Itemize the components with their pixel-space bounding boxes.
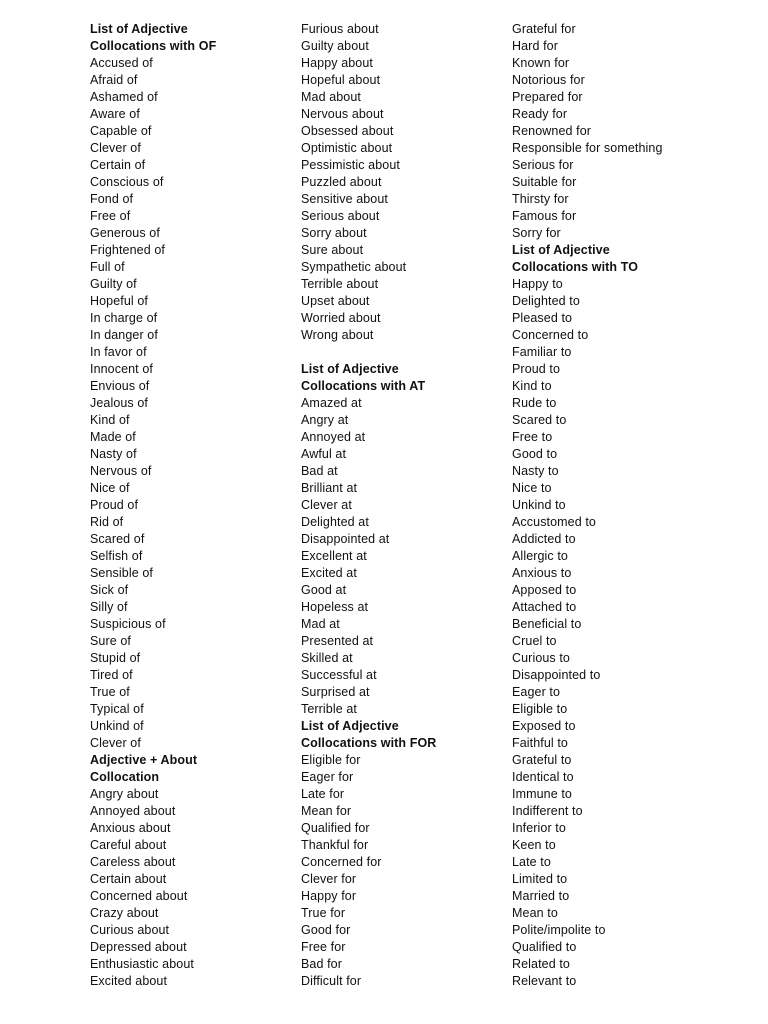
- collocation-item: Brilliant at: [301, 481, 358, 495]
- collocation-item: Worried about: [301, 311, 381, 325]
- collocation-item: Relevant to: [512, 974, 577, 988]
- collocation-item: Sure about: [301, 243, 364, 257]
- collocation-item: Stupid of: [90, 651, 141, 665]
- column-1: [90, 21, 290, 990]
- collocation-item: Afraid of: [90, 73, 138, 87]
- collocation-item: Angry at: [301, 413, 349, 427]
- collocation-item: Related to: [512, 957, 570, 971]
- collocation-item: Upset about: [301, 294, 370, 308]
- collocation-item: Accused of: [90, 56, 153, 70]
- collocation-item: Free for: [301, 940, 346, 954]
- collocation-item: Hopeless at: [301, 600, 369, 614]
- collocation-item: Anxious about: [90, 821, 171, 835]
- section-heading-line: Collocations with OF: [90, 39, 217, 53]
- collocation-item: Limited to: [512, 872, 568, 886]
- collocation-item: Attached to: [512, 600, 577, 614]
- collocation-item: Eager to: [512, 685, 561, 699]
- collocation-item: Eager for: [301, 770, 354, 784]
- collocation-item: Delighted to: [512, 294, 580, 308]
- collocation-item: Excellent at: [301, 549, 367, 563]
- collocation-item: Allergic to: [512, 549, 568, 563]
- collocation-item: Cruel to: [512, 634, 557, 648]
- collocation-item: Mean for: [301, 804, 352, 818]
- collocation-item: Nice to: [512, 481, 552, 495]
- collocation-item: Grateful for: [512, 22, 576, 36]
- collocation-item: Bad for: [301, 957, 343, 971]
- collocation-item: Unkind to: [512, 498, 566, 512]
- collocation-item: Nice of: [90, 481, 130, 495]
- collocation-item: Married to: [512, 889, 570, 903]
- collocation-item: Jealous of: [90, 396, 148, 410]
- collocation-item: Kind to: [512, 379, 552, 393]
- collocation-item: Clever for: [301, 872, 357, 886]
- collocation-item: In charge of: [90, 311, 158, 325]
- collocation-item: Silly of: [90, 600, 128, 614]
- collocation-item: Identical to: [512, 770, 574, 784]
- collocation-item: Exposed to: [512, 719, 576, 733]
- collocation-item: Accustomed to: [512, 515, 596, 529]
- blank-line: [301, 344, 501, 361]
- collocation-item: Full of: [90, 260, 125, 274]
- column-2: [301, 21, 501, 990]
- collocation-item: Crazy about: [90, 906, 159, 920]
- collocation-item: Terrible about: [301, 277, 379, 291]
- collocation-item: Late for: [301, 787, 345, 801]
- collocation-item: Conscious of: [90, 175, 164, 189]
- collocation-item: Bad at: [301, 464, 338, 478]
- collocation-item: Careful about: [90, 838, 167, 852]
- collocation-item: Sensitive about: [301, 192, 388, 206]
- collocation-item: Pleased to: [512, 311, 573, 325]
- collocation-item: Nasty to: [512, 464, 559, 478]
- collocation-item: In danger of: [90, 328, 158, 342]
- collocation-item: Sorry for: [512, 226, 561, 240]
- collocation-item: Clever at: [301, 498, 352, 512]
- collocation-item: Hard for: [512, 39, 558, 53]
- collocation-item: Typical of: [90, 702, 144, 716]
- collocation-item: Clever of: [90, 736, 141, 750]
- collocation-item: Furious about: [301, 22, 379, 36]
- collocation-item: Notorious for: [512, 73, 585, 87]
- collocation-item: Rude to: [512, 396, 557, 410]
- collocation-item: Immune to: [512, 787, 572, 801]
- collocation-item: Eligible to: [512, 702, 568, 716]
- collocation-item: Mean to: [512, 906, 558, 920]
- section-heading-line: List of Adjective: [301, 719, 399, 733]
- collocation-item: Happy about: [301, 56, 373, 70]
- collocation-item: Scared of: [90, 532, 145, 546]
- collocation-item: Known for: [512, 56, 570, 70]
- collocation-item: Capable of: [90, 124, 152, 138]
- collocation-item: Hopeful about: [301, 73, 381, 87]
- collocation-item: Pessimistic about: [301, 158, 400, 172]
- collocation-item: Surprised at: [301, 685, 370, 699]
- collocation-item: Good at: [301, 583, 347, 597]
- collocation-item: Free to: [512, 430, 553, 444]
- collocation-item: In favor of: [90, 345, 147, 359]
- collocation-item: Good for: [301, 923, 351, 937]
- collocation-item: Careless about: [90, 855, 176, 869]
- collocation-item: Enthusiastic about: [90, 957, 194, 971]
- collocation-item: Thankful for: [301, 838, 369, 852]
- collocation-item: Free of: [90, 209, 131, 223]
- collocation-item: Concerned about: [90, 889, 188, 903]
- collocation-item: Awful at: [301, 447, 347, 461]
- collocation-item: Qualified for: [301, 821, 370, 835]
- collocation-item: Mad about: [301, 90, 361, 104]
- collocation-item: Curious to: [512, 651, 570, 665]
- collocation-item: Faithful to: [512, 736, 568, 750]
- collocation-item: Indifferent to: [512, 804, 583, 818]
- collocation-item: Made of: [90, 430, 136, 444]
- collocation-item: Depressed about: [90, 940, 187, 954]
- collocation-item: Curious about: [90, 923, 170, 937]
- collocation-item: Angry about: [90, 787, 159, 801]
- collocation-item: Qualified to: [512, 940, 577, 954]
- collocation-item: Concerned for: [301, 855, 382, 869]
- collocation-item: Addicted to: [512, 532, 576, 546]
- collocation-item: Aware of: [90, 107, 140, 121]
- collocation-item: Skilled at: [301, 651, 353, 665]
- collocation-item: Mad at: [301, 617, 340, 631]
- collocation-item: Sympathetic about: [301, 260, 407, 274]
- collocation-item: Happy for: [301, 889, 357, 903]
- section-heading-line: List of Adjective: [512, 243, 610, 257]
- collocation-item: Anxious to: [512, 566, 572, 580]
- collocation-item: Rid of: [90, 515, 124, 529]
- collocation-item: Renowned for: [512, 124, 592, 138]
- collocation-item: Clever of: [90, 141, 141, 155]
- section-heading-line: Adjective + About: [90, 753, 198, 767]
- collocation-item: Envious of: [90, 379, 150, 393]
- collocation-item: Serious for: [512, 158, 574, 172]
- collocation-item: Innocent of: [90, 362, 153, 376]
- collocation-item: Eligible for: [301, 753, 361, 767]
- collocation-item: Responsible for something: [512, 141, 663, 155]
- collocation-item: Sick of: [90, 583, 129, 597]
- collocation-item: Late to: [512, 855, 551, 869]
- collocation-item: Beneficial to: [512, 617, 582, 631]
- collocation-item: Selfish of: [90, 549, 143, 563]
- collocation-item: Excited at: [301, 566, 357, 580]
- collocation-item: Suitable for: [512, 175, 577, 189]
- collocation-item: Polite/impolite to: [512, 923, 606, 937]
- collocation-item: Inferior to: [512, 821, 566, 835]
- collocation-item: Difficult for: [301, 974, 362, 988]
- collocation-item: Guilty of: [90, 277, 137, 291]
- collocation-item: Annoyed at: [301, 430, 366, 444]
- collocation-item: Certain about: [90, 872, 167, 886]
- section-heading-line: Collocations with AT: [301, 379, 426, 393]
- collocation-item: Sorry about: [301, 226, 367, 240]
- collocation-item: Amazed at: [301, 396, 362, 410]
- collocation-item: Nervous of: [90, 464, 152, 478]
- collocation-item: Happy to: [512, 277, 563, 291]
- collocation-item: Generous of: [90, 226, 160, 240]
- collocation-item: Sure of: [90, 634, 132, 648]
- collocation-item: Famous for: [512, 209, 577, 223]
- collocation-item: Fond of: [90, 192, 134, 206]
- collocation-item: Sensible of: [90, 566, 153, 580]
- column-3: [512, 21, 752, 990]
- section-heading-line: Collocations with TO: [512, 260, 639, 274]
- collocation-item: Thirsty for: [512, 192, 569, 206]
- collocation-item: Concerned to: [512, 328, 589, 342]
- collocation-item: Obsessed about: [301, 124, 394, 138]
- collocation-item: Apposed to: [512, 583, 577, 597]
- collocation-item: Prepared for: [512, 90, 583, 104]
- collocation-item: Annoyed about: [90, 804, 176, 818]
- collocation-item: Presented at: [301, 634, 374, 648]
- collocation-item: Keen to: [512, 838, 556, 852]
- collocation-item: Ready for: [512, 107, 568, 121]
- collocation-item: Frightened of: [90, 243, 165, 257]
- collocation-item: Kind of: [90, 413, 130, 427]
- collocation-item: Good to: [512, 447, 558, 461]
- collocation-item: Wrong about: [301, 328, 374, 342]
- collocation-item: Unkind of: [90, 719, 144, 733]
- collocation-item: Nasty of: [90, 447, 137, 461]
- collocation-item: Guilty about: [301, 39, 369, 53]
- collocation-item: Optimistic about: [301, 141, 393, 155]
- collocation-item: Tired of: [90, 668, 133, 682]
- collocation-item: Grateful to: [512, 753, 572, 767]
- collocation-item: Terrible at: [301, 702, 357, 716]
- collocation-item: Hopeful of: [90, 294, 148, 308]
- section-heading-line: Collocation: [90, 770, 160, 784]
- collocation-item: Proud of: [90, 498, 139, 512]
- collocation-item: Disappointed to: [512, 668, 601, 682]
- collocation-item: Proud to: [512, 362, 561, 376]
- collocation-item: Delighted at: [301, 515, 369, 529]
- collocation-item: Ashamed of: [90, 90, 158, 104]
- section-heading-line: List of Adjective: [90, 22, 188, 36]
- section-heading-line: Collocations with FOR: [301, 736, 437, 750]
- collocation-item: Certain of: [90, 158, 146, 172]
- collocation-item: True of: [90, 685, 130, 699]
- collocation-item: Nervous about: [301, 107, 384, 121]
- section-heading-line: List of Adjective: [301, 362, 399, 376]
- collocation-item: Disappointed at: [301, 532, 390, 546]
- collocation-item: Excited about: [90, 974, 168, 988]
- collocation-item: Suspicious of: [90, 617, 166, 631]
- collocation-item: Successful at: [301, 668, 377, 682]
- collocation-item: Scared to: [512, 413, 567, 427]
- collocation-item: Serious about: [301, 209, 380, 223]
- collocation-item: Familiar to: [512, 345, 572, 359]
- collocation-item: Puzzled about: [301, 175, 382, 189]
- collocation-item: True for: [301, 906, 346, 920]
